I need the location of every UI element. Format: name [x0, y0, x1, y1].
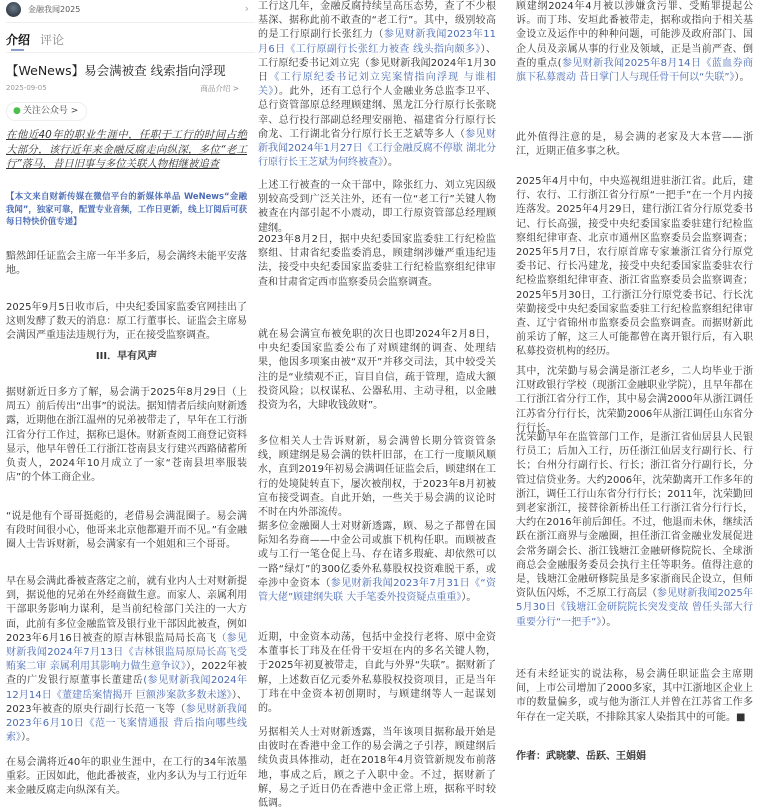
follow-label: 关注公众号 >	[22, 106, 79, 116]
text-segment: 多位相关人士告诉财新，易会满曾长期分管资管条线，顾建纲是易会满的铁杆旧部，在工行一度顺风顺水，直到2019年初易会满调任证监会后，顾建纲在工行的处境陡转直下，屡次被削权，于2023年8月初被宣布接受调查。自此开始，一些关于易会满的议论时不时在内外部流传。	[258, 436, 496, 519]
text-segment: 早在易会满此番被查落定之前，就有业内人士对财新提到，据说他的兄弟在外经商做生意。而家人、亲属利用干部职务影响力谋利，是当前纪检部门关注的一大方面，此前有多位金融监管及银行业干部因此被查，例如2023年6月16日被查的原吉林银监局局长高飞	[6, 576, 247, 644]
article-title: 【WeNews】易会满被查 线索指向浮现	[6, 63, 226, 78]
text-segment: 2025年4月中旬，中央巡视组进驻浙江省。此后，建行、农行、工行浙江省分行原“一把手”在一个月内接连落发。2025年4月29日，建行浙江省分行原党委书记、行长高强，接受中央纪委国家监委驻建行纪检监察组纪律审查、北京市通州区监察委员会监察调查；2025年5月7日，农行原首席专家兼浙江省分行原党委书记、行长冯建龙，接受中央纪委国家监委驻农行纪检监察组纪律审查、浙江省监察委员会监察调查；2025年5月30日，工行浙江分行原党委书记、行长沈荣勤接受中央纪委国家监委驻工行纪检监察组纪律审查、辽宁省锦州市监察委员会监察调查。而据财新此前采访了解，这三人可能都曾在离开银行后，有入职私募投资机构的经历。	[516, 176, 753, 358]
text-segment: III．早有风声	[95, 351, 158, 362]
paragraph	[258, 179, 496, 236]
paragraph	[516, 0, 753, 85]
text-segment: 沈荣勤早年在监管部门工作，是浙江省仙居县人民银行员工；后加入工行，历任浙江仙居支行副行长、行长；台州分行副行长、行长；浙江省分行副行长，分管过信贷业务。大约2006年，沈荣勤离开工作多年的浙江，调任工行山东省分行行长；2011年，沈荣勤回到老家浙江，接替徐新桥出任工行浙江省分行行长，大约在2016年前后卸任。不过，他退而未休，继续活跃在浙江商界与金融圈，担任浙江省金融业发展促进会常务副会长、浙江钱塘江金融研修院院长、全球浙商总会金融服务委员会执行主任等职务。值得注意的是，钱塘江金融研修院虽是多家浙商民企设立，但师资队伍闪烁，不乏原工行高层（	[516, 432, 753, 600]
paragraph	[258, 520, 496, 605]
text-segment: 黯然卸任证监会主席一年半多后，易会满终未能平安落地。	[6, 251, 247, 277]
text-segment: ）。	[461, 592, 477, 604]
article-date: 2025-09-05	[6, 84, 47, 92]
text-segment: ）、2023年被查的原央行副行长范一飞等（	[6, 689, 247, 715]
paragraph	[258, 435, 496, 520]
reference-link[interactable]: 参见财新我闻2023年7月31日《“资管大佬”顾建纲失联 大手笔委外投资疑点重重》	[258, 577, 497, 604]
text-segment: ）。	[601, 616, 617, 628]
paragraph	[516, 175, 753, 360]
reference-link[interactable]: 《工行原纪委书记刘立宪案情指向浮现 与谁相关》	[258, 72, 496, 98]
text-segment: 另据相关人士对财新透露，当年该项目据称最开始是由彼时在香港中金工作的易会满之子引荐，顾建纲后续负责具体推动，赶在2018年4月资管新规发布前落地，事成之后，顾之子入职中金。不过，据财新了解，易之子近日仍在香港中金正常上班，据称平时较低调。	[258, 727, 496, 810]
text-segment: 上述工行被查的一众干部中，除张红力、刘立宪因级别较高受到广泛关注外，还有一位“老工行”关键人物被查在内部引起不小震动，即工行原资管部总经理顾建纲。	[258, 180, 496, 234]
text-segment: 2023年8月2日，据中央纪委国家监委驻工行纪检监察组、甘肃省纪委监委消息，顾建纲涉嫌严重违纪违法，接受中央纪委国家监委驻工行纪检监察组纪律审查和甘肃省定西市监察委员会监察调查。	[258, 234, 496, 288]
account-header[interactable]	[6, 0, 255, 23]
text-segment: “说是他有个哥哥挺彪的，老借易会满混圈子。易会满有段时间很小心，他哥来北京他都避开而不见。”有金融圈人士告诉财新，易会满家有一个姐姐和三个哥哥。	[6, 511, 247, 551]
text-segment: 还有未经证实的说法称，易会满任职证监会主席期间，上市公司增加了2000多家，其中江浙地区企业上市的数量偏多，或与他为浙江人并曾在江苏省工作多年存在一定关联，不排除其家人染指其中的可能。■	[516, 669, 753, 723]
tab-comments[interactable]: 评论	[40, 33, 65, 47]
article-column-2	[258, 0, 497, 810]
paragraph	[258, 233, 496, 290]
text-segment: 【本文来自财新传媒在微信平台的新媒体单品 WeNews“金融我闻”，独家可靠，配置专业音频，工作日更新，线上订阅后可获每日特快价值专递】	[6, 191, 247, 226]
account-name[interactable]: 金融我闻2025	[28, 5, 81, 14]
author-line	[516, 750, 753, 764]
active-tab-indicator	[11, 49, 24, 51]
text-segment: 据多位金融圈人士对财新透露，顾、易之子都曾在国际知名券商——中金公司或旗下机构任职。而顾被查或与工行一笔仓促上马、存在诸多瑕疵、却依然可以一路“绿灯”的300亿委外私募股权投资难脱干系，或牵涉中金资本（	[258, 521, 496, 589]
text-segment: 此外值得注意的是，易会满的老家及大本营——浙江，近期正值多事之秋。	[516, 132, 753, 158]
reference-link[interactable]: 参见财新我闻2023年6月10日《范一飞案情通报 背后指向哪些线索》	[6, 703, 248, 744]
paragraph	[258, 631, 496, 716]
text-segment: ）。	[383, 157, 398, 169]
text-segment: ）、工行原纪委书记刘立宪（参见财新我闻2024年1月30日	[258, 43, 497, 84]
text-segment: ）。	[734, 72, 750, 84]
text-segment: 就在易会满宣布被免职的次日也即2024年2月8日，中央纪委国家监委公布了对顾建纲的调查、处理结果，他因多项案由被“双开”并移交司法，其中较受关注的是“业绩观不正，盲目自信，疏于管理，造成大额投资风险；以权谋私、公器私用、主动寻租，以金融投资为名，大肆收钱敛财”。	[258, 329, 496, 412]
follow-account-button[interactable]	[6, 102, 87, 121]
paragraph	[6, 756, 247, 799]
paragraph	[6, 386, 247, 485]
text-segment: 在易会满将近40年的职业生涯中，在工行的34年浓墨重彩。正因如此，他此番被查，业内多认为与工行近年来金融反腐走向纵深有关。	[6, 757, 247, 797]
paragraph	[258, 726, 496, 811]
article-summary	[6, 128, 247, 172]
text-segment: 近期，中金资本动荡，包括中金投行老将、原中金资本董事长丁玮及在任骨干安垣在内的多名关键人物，于2025年初夏被带走，自此与外界“失联”。据财新了解，上述数百亿元委外私募股权投资项目，正是当年丁玮在中金资本初创期时，与顾建纲等人一起谋划的。	[258, 632, 496, 715]
paragraph	[258, 328, 496, 413]
tab-bar	[6, 28, 255, 53]
article-column-1	[6, 0, 247, 800]
avatar[interactable]	[6, 2, 21, 17]
paragraph	[516, 668, 753, 725]
paragraph	[516, 365, 753, 436]
text-segment: 2025年9月5日收市后，中央纪委国家监委官网挂出了这则发酵了数天的消息：原工行董事长、证监会主席易会满因严重违法违规行为，正在接受监察调查。	[6, 302, 247, 342]
wechat-icon: ●	[13, 106, 21, 116]
source-note	[6, 190, 247, 228]
tab-intro[interactable]: 介绍	[6, 33, 31, 47]
reference-link[interactable]: 参见财新我闻2024年1月27日《工行金融反腐不停歇 湖北分行原行长王芝斌为何终被查》	[258, 128, 497, 169]
section-heading	[6, 350, 247, 364]
reference-link[interactable]: 参见财新我闻2023年11月6日《工行原副行长张红力被查 线头指向颇多》	[258, 29, 496, 55]
paragraph	[258, 0, 496, 170]
reference-link[interactable]: （参见财新我闻2024年7月13日《吉林银监局原局长高飞受贿案二审 亲属利用其影响力做生意争议》	[6, 632, 247, 673]
product-intro-link[interactable]: 商品介绍 >	[200, 84, 239, 93]
text-segment: 工行这几年，金融反腐持续呈高压态势，查了不少根基深、据称此前不敢查的“老工行”。其中，级别较高的是工行原副行长张红力（	[258, 1, 496, 41]
reference-link[interactable]: (参见财新我闻2024年12月14日《董建岳案情揭开 巨额涉案款多数未遂》	[6, 675, 248, 701]
reference-link[interactable]: 参见财新我闻2025年5月30日《钱塘江金研院院长突发变故 曾任头部大行重要分行“一把手”》	[516, 588, 753, 628]
text-segment: ），2022年被查的广发银行原董事长董建岳	[6, 661, 248, 687]
text-segment: 作者：武晓蒙、岳跃、王娟娟	[516, 751, 646, 762]
text-segment: ）。	[21, 732, 36, 744]
text-segment: 顾建纲2024年4月被以涉嫌贪污罪、受贿罪提起公诉。而丁玮、安垣此番被带走，据称或指向于相关基金设立及运作中的种种问题，可能涉及政府部门、国企人员及亲属从事的行业及领域，正是当前严查、倒查的重点(	[516, 1, 753, 69]
text-segment: 据财新近日多方了解，易会满于2025年8月29日（上周五）前后传出“出事”的说法。据知情者后续向财新透露，近期他在浙江温州的兄弟被带走了，早年在工行浙江省分行工作过，据称已退休。财新查阅工商登记资料显示，他早年曾任工行浙江苍南县支行建兴西路储蓄所负责人，2024年10月成立了一家“苍南县坦率服装店”的个体工商企业。	[6, 387, 247, 484]
paragraph	[516, 131, 753, 159]
chevron-right-icon[interactable]: ›	[244, 2, 249, 15]
paragraph	[6, 250, 247, 278]
paragraph	[516, 431, 753, 630]
paragraph	[6, 510, 247, 553]
article-column-3	[516, 0, 753, 800]
paragraph	[6, 575, 247, 745]
text-segment: 其中，沈荣勤与易会满是浙江老乡，二人均毕业于浙江财政银行学校（现浙江金融职业学院），且早年都在工行浙江省分行工作，其中易会满2000年从浙江调任江苏省分行行长，沈荣勤2006年从浙江调任山东省分行行长。	[516, 366, 753, 434]
text-segment: 在他近40年的职业生涯中，任职于工行的时间占绝大部分，该行近年来金融反腐走向纵深，多位“老工行”落马，昔日旧事与多位关联人物相继被追查	[6, 129, 247, 170]
reference-link[interactable]: 参见财新我闻2025年8月14日《蓝血券商旗下私募震动 昔日掌门人与现任骨干何以“失联”》	[516, 57, 753, 84]
paragraph	[6, 301, 247, 344]
text-segment: ）。此外，还有工总行个人金融业务总监李卫平、总行资管部原总经理顾建纲、黑龙江分行原行长张晓幸、总行投行部副总经理安丽艳、福建省分行原行长俞龙、工行湖北省分行原行长王芝斌等多人（	[258, 86, 497, 140]
